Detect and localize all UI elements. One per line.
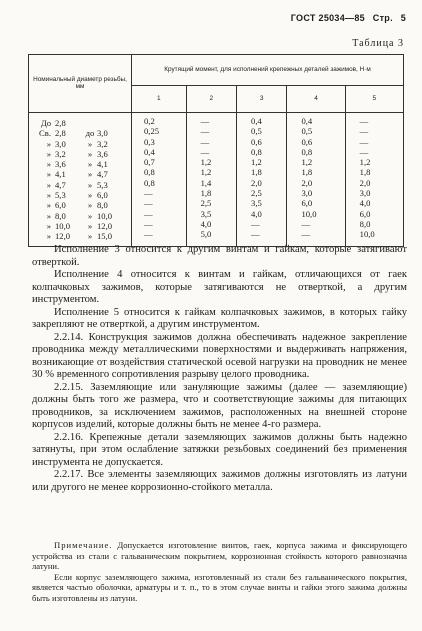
torque-value: 4,0 [200,218,212,229]
diameter-row [29,212,131,222]
torque-value: — [251,229,260,240]
diameter-a: 5,3 [55,190,66,201]
torque-value: — [301,229,311,240]
paragraph-2-2-15: 2.2.15. Заземляющие или зануляющие зажимы (далее — заземляющие) должны быть того же размера, что и соответствующие зажимы для питающих проводников, за исключением зажимов, расположенных на внешней стороне корпусов изделий, которые должны быть не менее 4-го размера. [32,381,407,430]
diameter-lead: » [46,210,51,221]
diameter-a: 4,1 [55,169,66,180]
diameter-b: 4,7 [97,169,108,180]
diameter-row [29,160,131,170]
torque-column-3 [237,113,287,247]
diameter-b: 4,1 [97,159,108,170]
paragraph-execution-5: Исполнение 5 относится к гайкам колпачковых зажимов, в которых гайку закрепляют не отверткой, а другим инструментом. [32,306,407,330]
diameter-a: 3,6 [55,159,66,170]
diameter-row [29,232,131,242]
diameter-to: » [87,148,93,159]
torque-value: 1,2 [251,157,262,168]
diameter-lead: » [46,231,51,242]
note-paragraph-2: Если корпус заземляющего зажима, изготовленный из стали без гальванического покрытия, является частью оболочки, арматуры и т. п., то в этом случае винты и гайки этого зажима должны быть изготовлены из латуни. [32,571,407,603]
torque-value: 0,6 [251,136,262,147]
torque-value: 3,5 [251,198,262,209]
header-col-1: 1 [132,86,187,113]
torque-value: 1,2 [200,167,212,178]
paragraph-2-2-16: 2.2.16. Крепежные детали заземляющих зажимов должны быть надежно затянуты, при этом ослабление затяжки резьбовых соединений без применения инструмента не допускается. [32,431,407,468]
torque-value: 4,0 [251,208,262,219]
page-label: Стр. [372,13,393,23]
note-label: Примечание. [54,540,113,550]
torque-value: — [200,126,210,137]
torque-value: 0,8 [144,177,155,188]
torque-value: 0,8 [301,146,313,157]
body-text [32,244,407,494]
header-col-3: 3 [237,86,287,113]
torque-column-2 [186,113,236,247]
diameter-lead: » [46,190,51,201]
torque-value: — [144,218,153,229]
torque-value: 0,4 [144,146,155,157]
torque-value: — [200,116,210,126]
diameter-lead: » [46,200,51,211]
diameter-a: 3,2 [55,148,66,159]
note-paragraph [32,540,407,572]
diameter-row [29,181,131,191]
paragraph-2-2-14: 2.2.14. Конструкция зажимов должна обеспечивать надежное закрепление проводника между металлическими поверхностями и выдерживать напряжения, возникающие от воздействия статической осевой нагрузки на проводник не менее 30 % временного сопротивления разрыву целого проводника. [32,331,407,380]
diameter-a: 10,0 [55,220,71,231]
torque-value: 0,25 [144,126,160,137]
diameter-row [29,191,131,201]
diameter-lead: » [46,138,51,149]
diameter-b: 10,0 [97,210,113,221]
torque-value: 2,0 [251,177,262,188]
torque-value: — [359,146,369,157]
diameter-row [29,150,131,160]
torque-value: 0,5 [251,126,262,137]
diameter-a: 2,8 [55,128,66,139]
torque-value: 0,5 [301,126,313,137]
table-caption: Таблица 3 [352,38,404,49]
header-col-5: 5 [345,86,403,113]
diameter-b: 6,0 [97,190,108,201]
torque-column-4 [287,113,345,247]
diameter-row [29,201,131,211]
diameter-row [29,140,131,150]
torque-value: 2,5 [251,188,262,199]
paragraph-execution-4: Исполнение 4 относится к винтам и гайкам, отличающихся от гаек колпачковых зажимов, которые затягиваются не отверткой, а другим инструментом. [32,269,407,305]
torque-value: 3,0 [301,188,313,199]
torque-value: 1,2 [200,157,212,168]
header-torque: Крутящий момент, для исполнений крепежных деталей зажимов, Н·м [132,55,404,86]
torque-column-5 [345,113,403,247]
torque-value: 0,4 [301,116,313,126]
diameter-a: 12,0 [55,231,71,242]
torque-value: — [144,198,153,209]
torque-value: — [359,126,369,137]
torque-value: 0,6 [301,136,313,147]
torque-value: 10,0 [301,208,317,219]
diameter-b: 3,2 [97,138,108,149]
torque-value: — [200,146,210,157]
torque-value: 0,8 [144,167,155,178]
torque-column-1 [132,113,187,247]
diameter-lead: » [46,148,51,159]
torque-value: 1,4 [200,177,212,188]
note-block [32,540,407,603]
diameter-to: » [87,179,93,190]
paragraph-2-2-17: 2.2.17. Все элементы заземляющих зажимов должны изготовлять из латуни или другого не менее коррозионно-стойкого металла. [32,469,407,493]
torque-value: 1,2 [359,157,371,168]
header-col-4: 4 [287,86,345,113]
note-text: Допускается изготовление винтов, гаек, корпуса зажима и фиксирующего устройства из стали с гальваническим покрытием, коррозионная стойкость которого равнозначна латуни. [32,540,407,571]
torque-value: — [144,229,153,240]
torque-value: 6,0 [359,208,371,219]
diameter-a: 3,0 [55,138,66,149]
torque-value: 0,7 [144,157,155,168]
torque-value: 3,0 [359,188,371,199]
torque-value: 8,0 [359,218,371,229]
diameter-row [29,129,131,139]
torque-value: 1,8 [359,167,371,178]
diameter-to: » [87,169,93,180]
torque-value: 10,0 [359,229,375,240]
diameter-b: 12,0 [97,220,113,231]
diameter-row [29,222,131,232]
diameter-lead: До [40,118,51,128]
torque-table [28,54,404,247]
diameter-to: » [87,159,93,170]
diameter-b: 8,0 [97,200,108,211]
torque-value: — [359,136,369,147]
torque-value: 1,2 [301,157,313,168]
torque-value: 6,0 [301,198,313,209]
diameter-a: 6,0 [55,200,66,211]
torque-value: — [301,218,311,229]
header-diameter: Номинальный диаметр резьбы, мм [29,55,132,113]
torque-value: 1,8 [200,188,212,199]
diameter-lead: » [46,220,51,231]
diameter-to: до [85,128,95,139]
diameter-a: 4,7 [55,179,66,190]
page-number: 5 [400,13,406,23]
diameter-a: 2,8 [55,118,66,128]
torque-value: 0,2 [144,116,155,126]
diameter-to: » [87,231,93,242]
diameter-to: » [87,210,93,221]
diameter-lead: » [46,159,51,170]
diameter-to: » [87,220,93,231]
torque-value: 2,0 [301,177,313,188]
diameter-b: 3,0 [97,128,108,139]
torque-value: 3,5 [200,208,212,219]
torque-value: 1,8 [251,167,262,178]
torque-value: 5,0 [200,229,212,240]
diameter-b: 5,3 [97,179,108,190]
torque-value: 0,4 [251,116,262,126]
torque-value: 2,0 [359,177,371,188]
torque-value: — [144,188,153,199]
diameter-b: 15,0 [97,231,113,242]
paragraph-execution-3: Исполнение 3 относится к другим винтам и гайкам, которые затягивают отверткой. [32,244,407,268]
diameter-lead: Св. [39,128,51,139]
torque-value: 0,8 [251,146,262,157]
torque-value: — [144,208,153,219]
diameter-lead: » [46,179,51,190]
diameter-column [29,113,132,247]
diameter-to: » [87,138,93,149]
diameter-a: 8,0 [55,210,66,221]
diameter-row [29,170,131,180]
diameter-b: 3,6 [97,148,108,159]
diameter-to: » [87,200,93,211]
torque-value: 4,0 [359,198,371,209]
torque-value: 0,3 [144,136,155,147]
diameter-to: » [87,190,93,201]
torque-value: — [200,136,210,147]
diameter-lead: » [46,169,51,180]
standard-number: ГОСТ 25034—85 [290,13,365,23]
header-col-2: 2 [186,86,236,113]
torque-value: — [359,116,369,126]
torque-value: 2,5 [200,198,212,209]
torque-value: — [251,218,260,229]
torque-value: 1,8 [301,167,313,178]
page-header [286,13,406,23]
